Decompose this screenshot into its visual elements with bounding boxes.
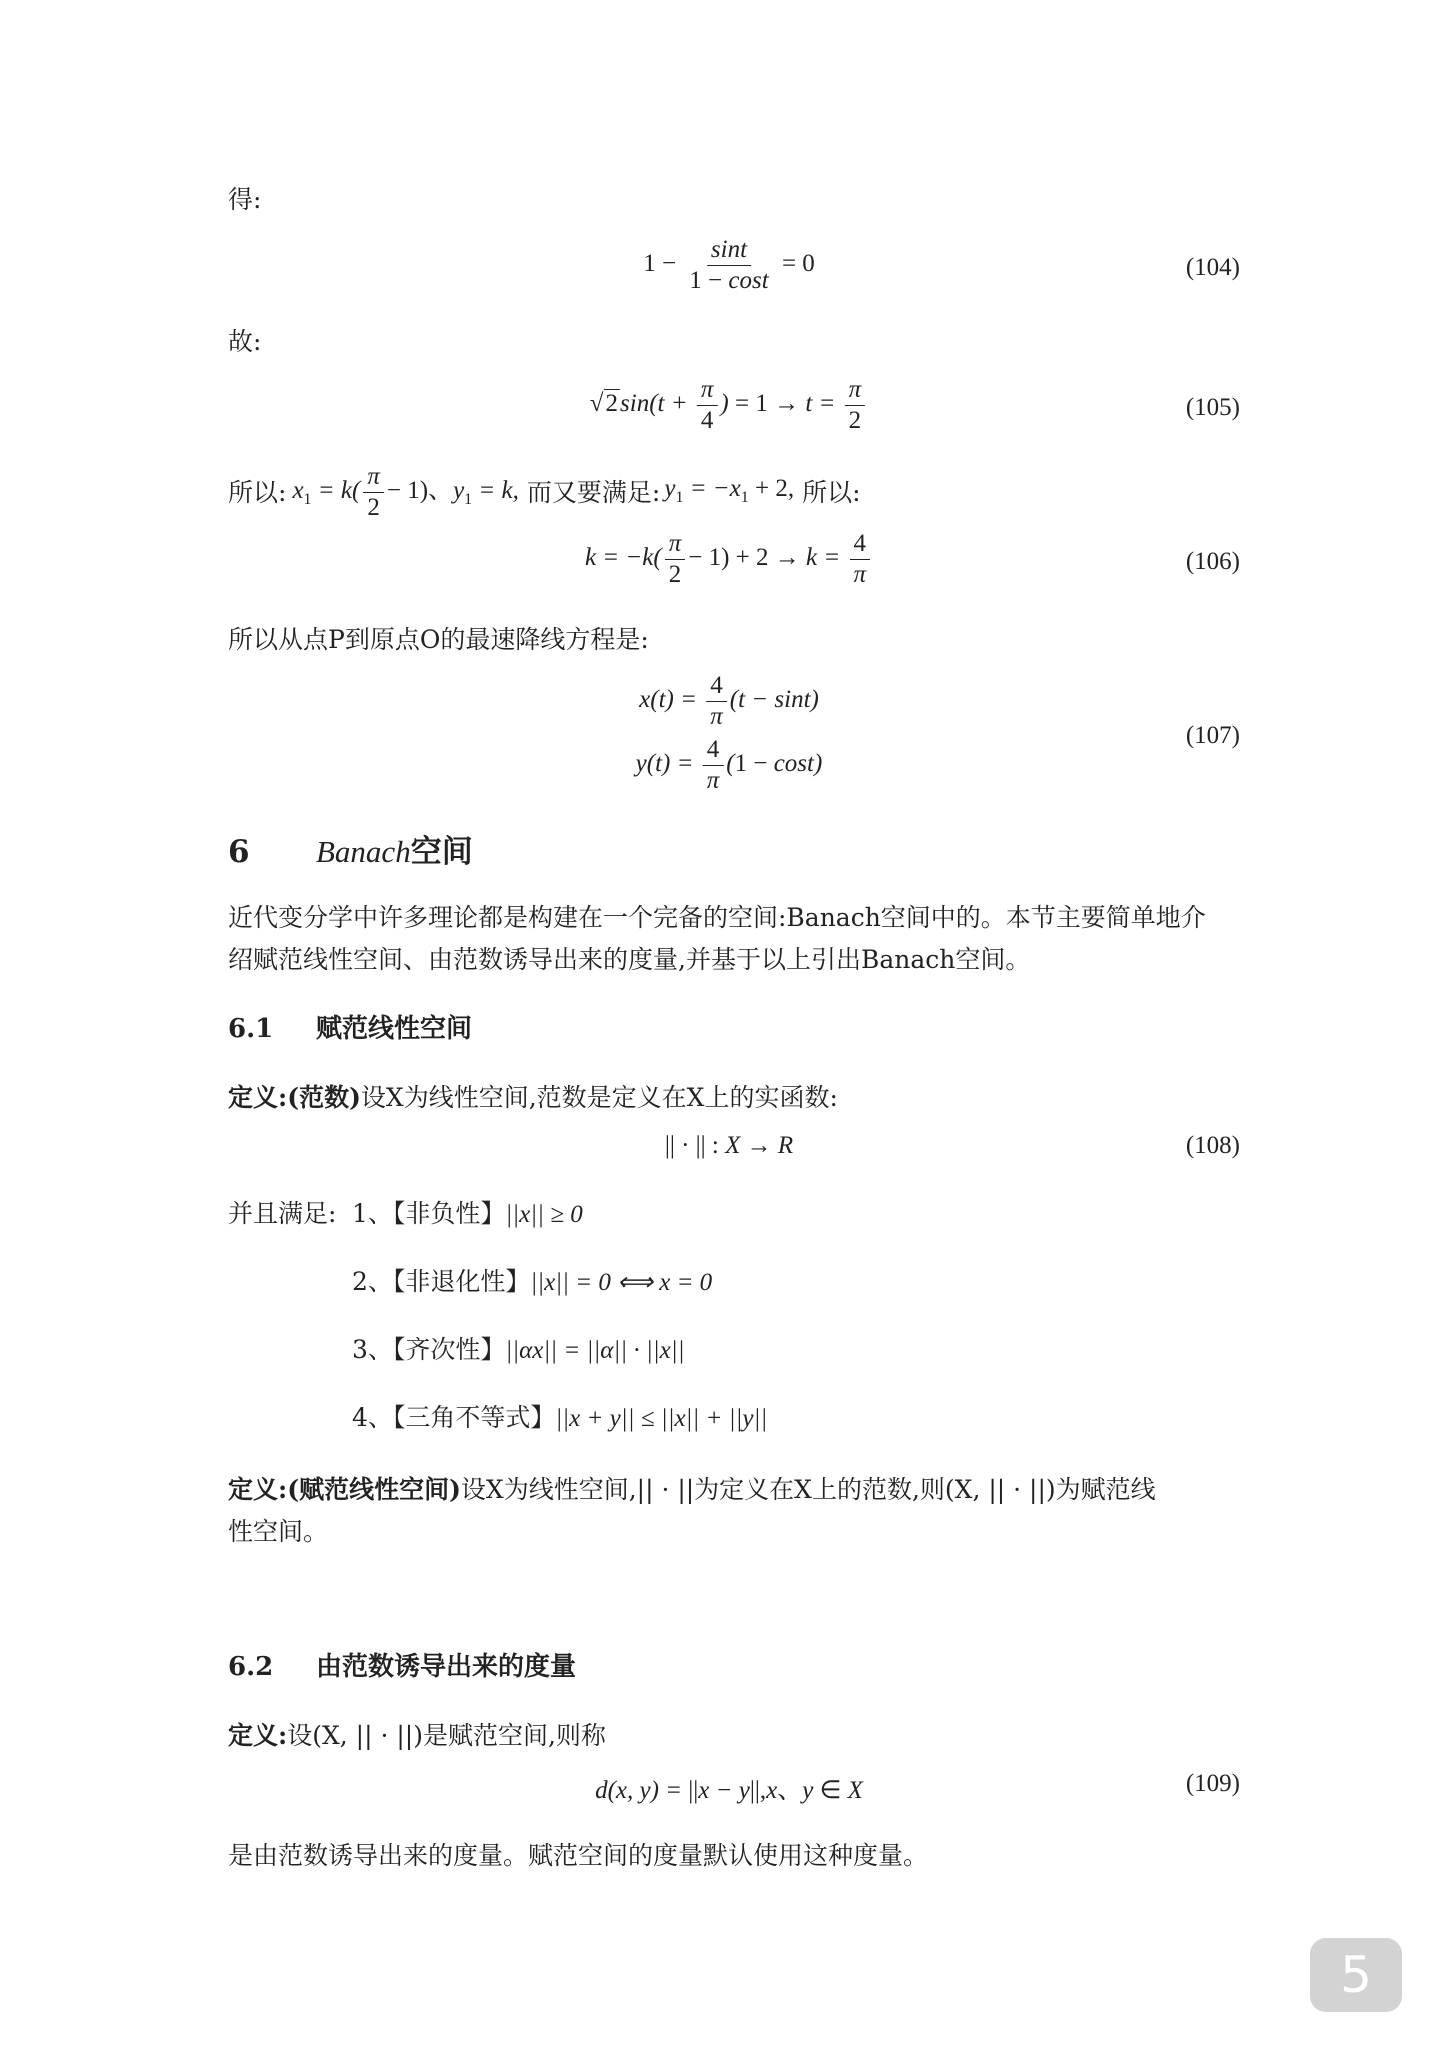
condition-1: 1、【非负性】||x|| ≥ 0 [352, 1199, 583, 1228]
section-6-intro-line2: 绍赋范线性空间、由范数诱导出来的度量,并基于以上引出Banach空间。 [228, 945, 1031, 974]
paragraph-metric-note: 是由范数诱导出来的度量。赋范空间的度量默认使用这种度量。 [228, 1841, 929, 1870]
definition-normed-space-line1 [228, 1468, 1240, 1512]
definition-metric [228, 1714, 1240, 1758]
section-title-text: 空间 [410, 834, 473, 870]
equation-107: x(t) = $\frac{4}{\pi}$ (t − sint) y(t) = $\frac{4}{\pi}$ (1 − cost) [635, 672, 823, 794]
def-text: 设(X, || · ||)是赋范空间,则称 [287, 1721, 606, 1750]
suoyi-end: 所以: [802, 478, 861, 507]
suoyi-label: 所以: [228, 478, 287, 507]
suoyi-rest: 而又要满足: [526, 478, 661, 507]
def2-name: (赋范线性空间) [287, 1475, 461, 1504]
equation-number-106: (106) [1185, 548, 1240, 575]
def-label: 定义: [228, 1721, 288, 1750]
subsection-title: 由范数诱导出来的度量 [316, 1652, 577, 1682]
equation-105: √2sin(t + $\frac{\pi}{4}$ ) = 1 → t = $\frac{\pi}{2}$ [228, 372, 1240, 452]
equation-number-104: (104) [1185, 254, 1240, 281]
definition-norm [228, 1076, 1240, 1120]
subsection-6-2-heading [228, 1646, 576, 1683]
section-6-intro-line1: 近代变分学中许多理论都是构建在一个完备的空间:Banach空间中的。本节主要简单地介 [228, 903, 1206, 932]
equation-108: || · || : X → R [664, 1132, 794, 1159]
section-title-math: Banach [316, 834, 411, 869]
equation-109: d(x, y) = ||x − y||,x、y ∈ X [595, 1777, 863, 1804]
conditions-label: 并且满足: [228, 1199, 337, 1228]
paragraph-path: 所以从点P到原点O的最速降线方程是: [228, 625, 649, 654]
def2-text: 设X为线性空间,|| · ||为定义在X上的范数,则(X, || · ||)为赋范线 [460, 1475, 1156, 1504]
label-gu: 故: [228, 327, 262, 356]
equation-number-108: (108) [1185, 1132, 1240, 1159]
condition-3: 3、【齐次性】||αx|| = ||α|| · ||x|| [352, 1335, 685, 1364]
def-label: 定义: [228, 1083, 288, 1112]
label-de: 得: [228, 185, 262, 214]
section-number: 6 [228, 834, 250, 870]
page-number-badge: 5 [1310, 1938, 1402, 2012]
equation-106: k = −k( $\frac{\pi}{2}$ − 1) + 2 → k = $\frac{4}{\pi}$ [228, 526, 1240, 606]
subsection-number: 6.1 [228, 1014, 274, 1044]
subsection-title: 赋范线性空间 [316, 1014, 473, 1044]
definition-normed-space-line2: 性空间。 [228, 1517, 329, 1546]
condition-4: 4、【三角不等式】||x + y|| ≤ ||x|| + ||y|| [352, 1403, 768, 1432]
def-name: (范数) [287, 1083, 361, 1112]
paragraph-suoyi: 所以: $x_1 = k$( $\frac{\pi}{2}$ − 1)、$y_1 = k$, 而又要满足: $y_1 = -x_1 + 2$, 所以: [228, 463, 861, 522]
equation-number-107: (107) [1185, 722, 1240, 749]
def2-label: 定义: [228, 1475, 288, 1504]
section-6-heading [228, 826, 473, 871]
equation-104: 1 − $\frac{\sin t}{1 - \cos t}$ = 0 [643, 236, 815, 294]
subsection-6-1-heading [228, 1008, 472, 1045]
equation-number-105: (105) [1185, 394, 1240, 421]
def-text: 设X为线性空间,范数是定义在X上的实函数: [360, 1083, 838, 1112]
condition-2: 2、【非退化性】||x|| = 0 ⟺ x = 0 [352, 1267, 713, 1296]
equation-number-109: (109) [1185, 1770, 1240, 1797]
subsection-number: 6.2 [228, 1652, 274, 1682]
